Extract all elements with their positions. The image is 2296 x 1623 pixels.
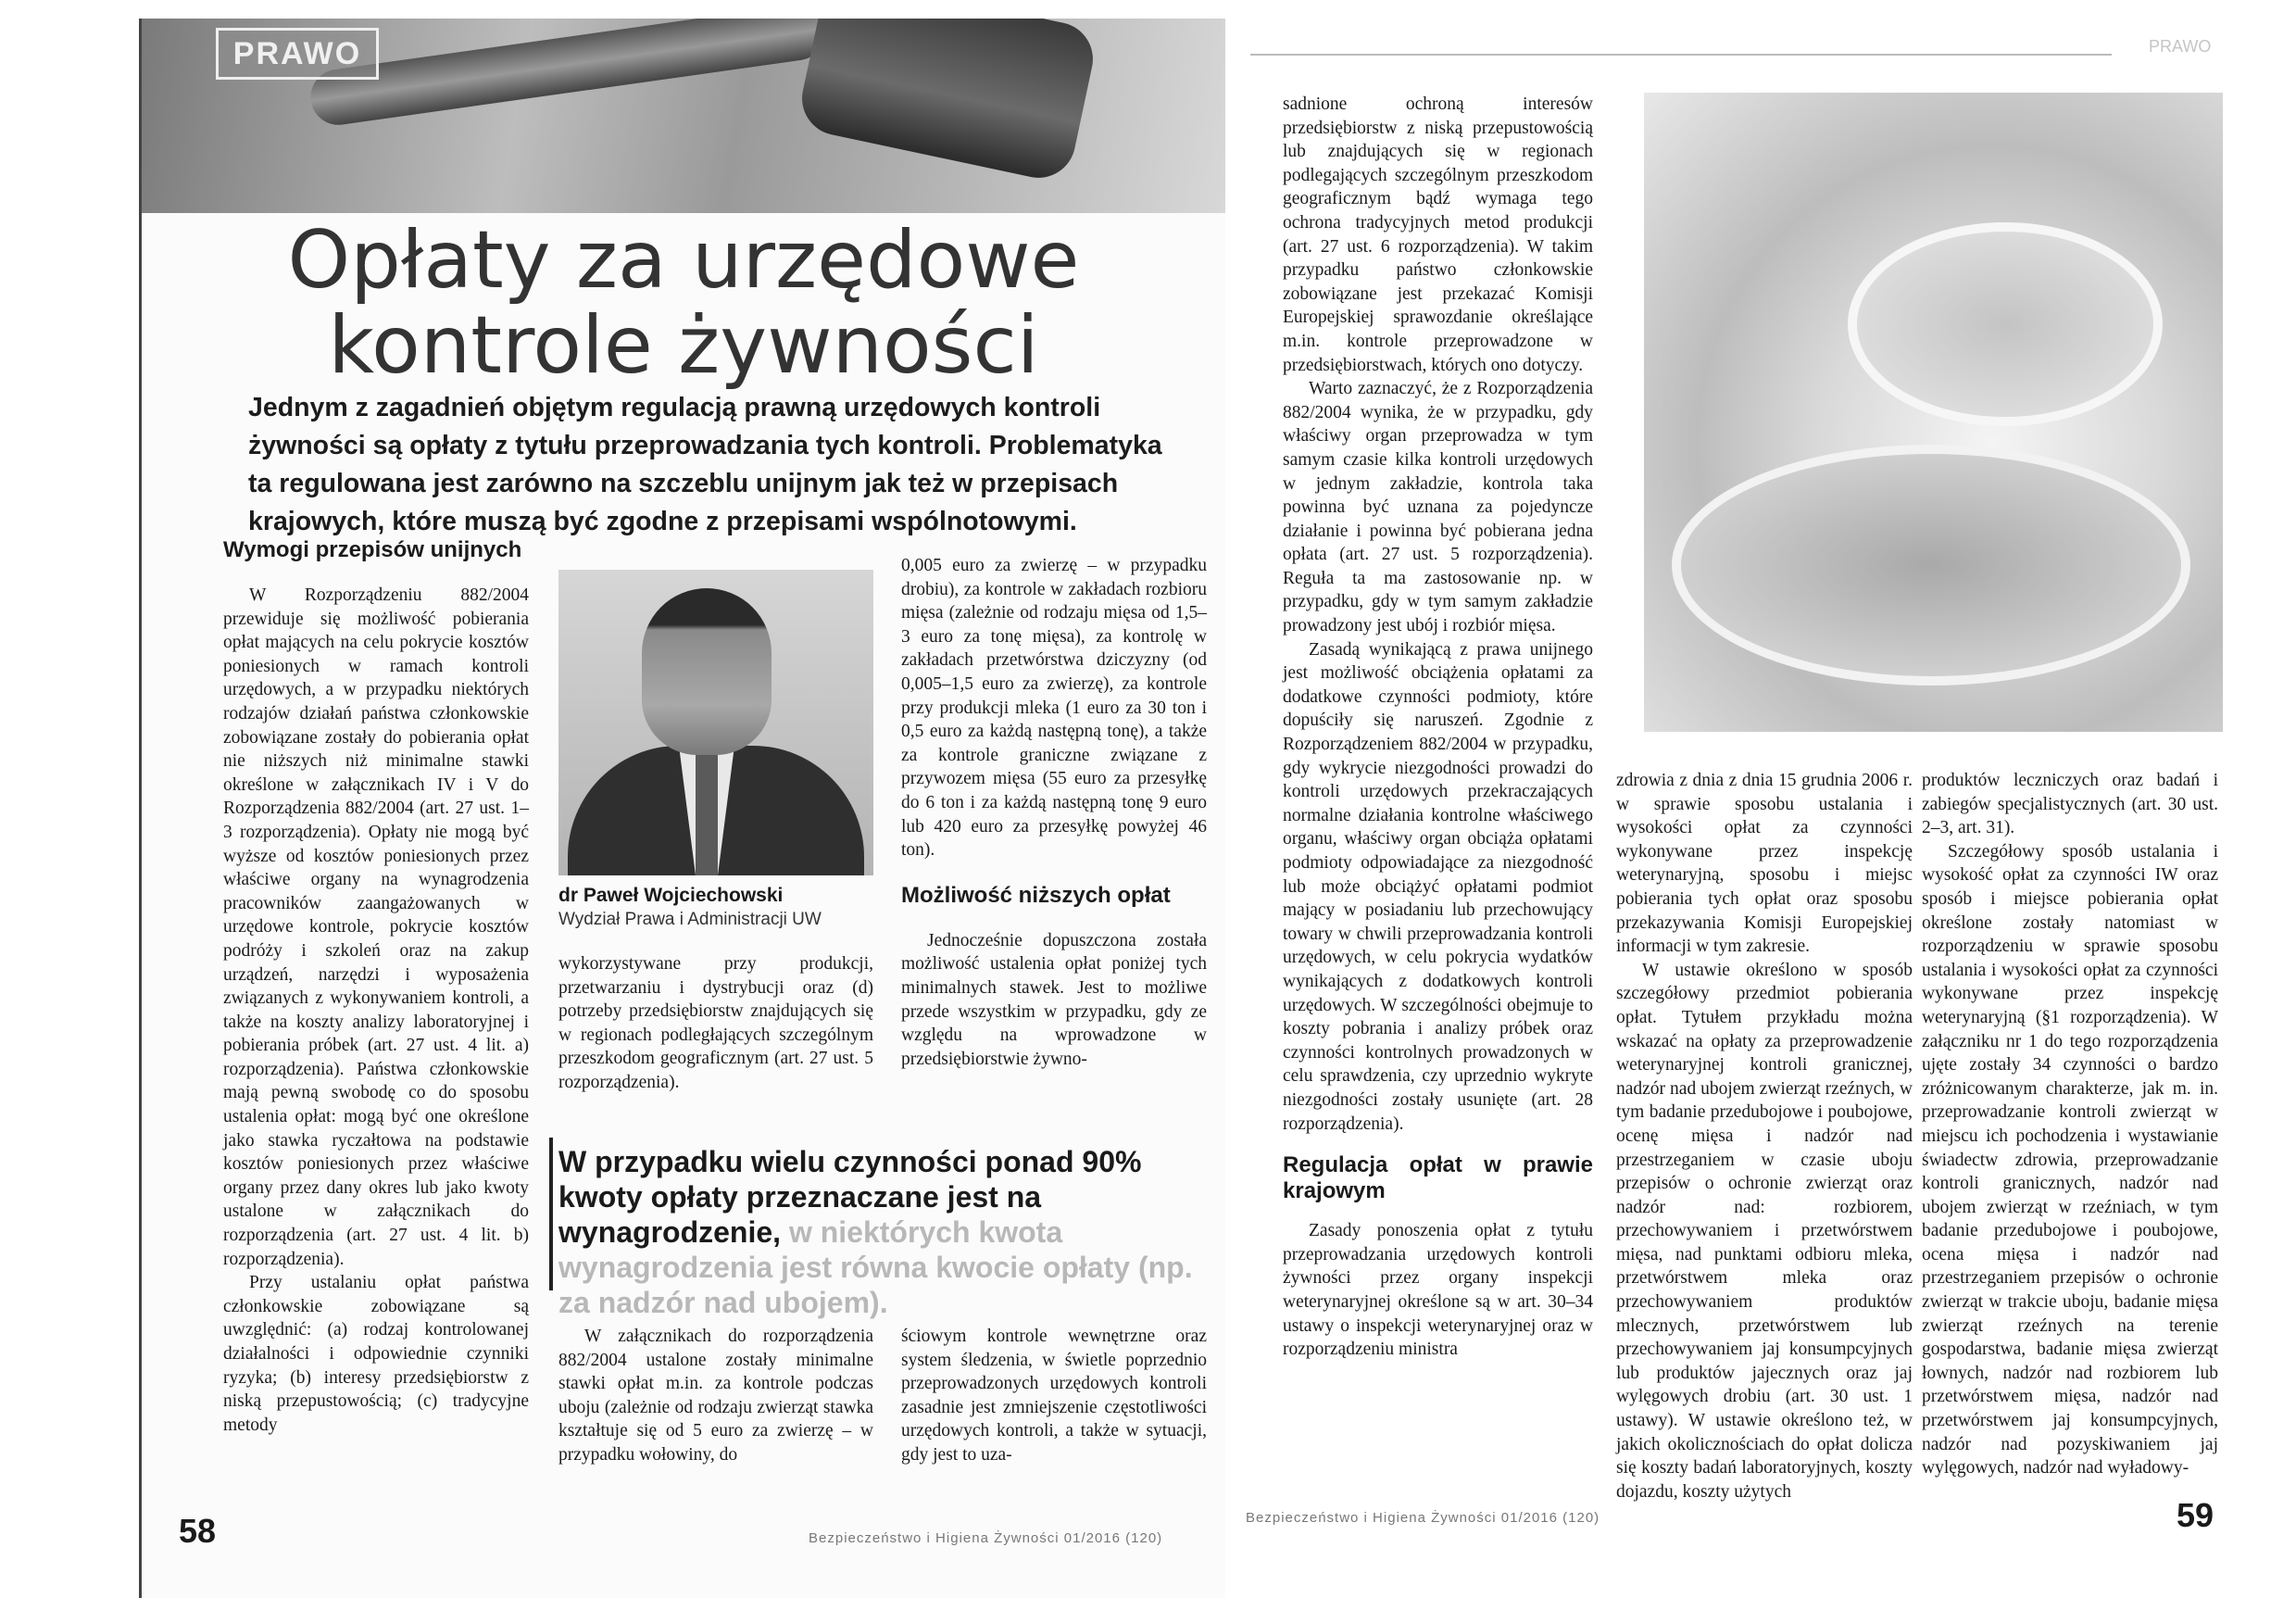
paragraph: ściowym kontrole wewnętrzne oraz system śledzenia, w świetle poprzednio przeprowadzonych urzędowych kontroli zasadnie jest zmniejszenie częstotliwości urzędowych kontroli, a także w sytuacji, gdy jest to uza- [901,1327,1207,1465]
section-heading: Możliwość niższych opłat [901,882,1171,908]
paragraph: sadnione ochroną interesów przedsiębiorstw z niską przepustowością lub znajdujących się w regionach podlegających szczególnym przeszkodom geograficznym bądź wymaga tego ochrona tradycyjnych metod produkcji (art. 27 ust. 6 rozporządzenia). W takim przypadku państwo członkowskie zobowiązane jest przekazać Komisji Europejskiej sprawozdanie określające m.in. kontrole przeprowadzone w przedsiębiorstwach, których ono dotyczy. [1283,94,1593,375]
author-affiliation: Wydział Prawa i Administracji UW [558,910,822,929]
paragraph: Zasadą wynikającą z prawa unijnego jest możliwość obciążenia opłatami za dodatkowe czynności podmioty, które dopuściły się naruszeń. Zgodnie z Rozporządzeniem 882/2004 w przypadku, gdy wykrycie niezgodności prowadzi do kontroli urzędowych przekraczających normalne działania kontrolne właściwego organu, właściwy organ obciąża opłatami podmioty odpowiadające za niezgodność lub może obciążyć opłatami podmiot mający w posiadaniu lub przechowujący towary w chwili przeprowadzania kontroli urzędowych, w celu pokrycia wydatków wynikających z dodatkowych kontroli urzędowych. W szczególności obejmuje to koszty pobrania i analizy próbek oraz czynności kontrolnych prowadzonych w celu sprawdzenia, czy uprzednio wykryte niezgodności zostały usunięte (art. 28 rozporządzenia). [1283,639,1593,1134]
paragraph: Jednocześnie dopuszczona została możliwość ustalenia opłat poniżej tych minimalnych stawek. Jest to możliwe przede wszystkim w przypadku, gdy ze względu na wprowadzone w przedsiębiorstwie żywno- [901,930,1207,1069]
pull-quote-dark: W przypadku wielu czynności ponad 90% kwoty opłaty przeznaczane jest na wynagrodzenie, [558,1145,1142,1249]
left-column-3-lower [901,1325,1207,1467]
gavel-handle [307,19,829,129]
page-footer: Bezpieczeństwo i Higiena Żywności 01/2016 (120) [1246,1510,1600,1526]
page-number: 58 [179,1512,217,1550]
dish-shape [1672,445,2190,686]
left-column-2 [558,952,873,1095]
paragraph: Przy ustalaniu opłat państwa członkowskie zobowiązane są uwzględnić: (a) rodzaj kontrolowanej działalności i odpowiednie czynniki ryzyka; (b) interesy przedsiębiorstw z niską przepustowością; (c) tradycyjne metody [223,1273,529,1435]
left-page [139,19,1225,1598]
page-footer: Bezpieczeństwo i Higiena Żywności 01/2016 (120) [809,1530,1163,1546]
paragraph: W załącznikach do rozporządzenia 882/2004 ustalone zostały minimalne stawki opłat m.in. za kontrole podczas uboju (zależnie od rodzaju zwierząt stawka kształtuje się od 5 euro za zwierzę – w przypadku wołowiny, do [558,1327,873,1465]
title-line-2: kontrole żywności [328,299,1039,392]
paragraph: wykorzystywane przy produkcji, przetwarzaniu i dystrybucji oraz (d) potrzeby przedsiębiorstw znajdujących się w regionach podległających szczególnym przeszkodom geograficznym (art. 27 ust. 5 rozporządzenia). [558,954,873,1092]
pull-quote [558,1144,1207,1320]
bowl-shape [1848,222,2163,426]
paragraph: Warto zaznaczyć, że z Rozporządzenia 882/2004 wynika, że w przypadku, gdy właściwy organ przeprowadza w tym samym czasie kilka kontroli urzędowych w jednym zakładzie, kontrola taka powinna być uznana za pojedyncze działanie i powinna być pobierana jedna opłata (art. 27 ust. 5 rozporządzenia). Reguła ta ma zastosowanie np. w przypadku, gdy w tym samym zakładzie prowadzony jest ubój i rozbiór mięsa. [1283,379,1593,636]
section-tag: PRAWO [2149,37,2212,56]
paragraph: W Rozporządzeniu 882/2004 przewiduje się możliwość pobierania opłat mających na celu pokrycie kosztów poniesionych w ramach kontroli urzędowych, a w przypadku niektórych rodzajów działań państwa członkowskie zobowiązane zostały do pobierania opłat nie niższych niż minimalne stawki określone w załącznikach IV i V do Rozporządzenia 882/2004 (art. 27 ust. 1–3 rozporządzenia). Opłaty nie mogą być wyższe od kosztów poniesionych przez właściwe organy na wynagrodzenia pracowników zaangażowanych w urzędowe kontrole, pokrycie kosztów podróży i szkoleń oraz na zakup urządzeń, narzędzi i wyposażenia związanych z wykonywaniem kontroli, a także na koszty analizy laboratoryjnej i pobierania próbek (art. 27 ust. 4 lit. a) rozporządzenia). Państwa członkowskie mają pewną swobodę co do sposobu ustalenia opłat: mogą być one określone jako stawka ryczałtowa na podstawie kosztów poniesionych przez właściwe organy przez dany okres lub jako kwoty ustalone w załącznikach do rozporządzenia (art. 27 ust. 4 lit. b) rozporządzenia). [223,585,529,1269]
section-heading: Wymogi przepisów unijnych [223,537,522,562]
photo-head [642,588,772,755]
paragraph: W ustawie określono w sposób szczegółowy przedmiot pobierania opłat. Tytułem przykładu można wskazać na opłaty za przeprowadzenie weterynaryjnej kontroli granicznej, nadzór nad ubojem zwierząt rzeźnych, w tym badanie przedubojowe i poubojowe, ocenę mięsa i nadzór nad przestrzeganiem w czasie uboju przepisów o ochronie zwierząt oraz nadzór nad: rozbiorem, przechowywaniem i przetwórstwem mięsa, nad punktami odbioru mleka, przetwórstwem mleka oraz przechowywaniem produktów mlecznych, przetwórstwem lub przechowywaniem jaj konsumpcyjnych lub produktów jajecznych oraz jaj wylęgowych drobiu (art. 30 ust. 1 ustawy). W ustawie określono też, w jakich okolicznościach do opłat dolicza się koszty badań laboratoryjnych, koszty dojazdu, koszty użytych [1616,960,1913,1502]
gavel-photo [142,19,1225,213]
top-rule [1250,54,2112,56]
article-title [142,214,1225,392]
right-column-3 [1922,769,2218,1480]
pull-quote-rule [549,1138,553,1290]
paragraph: Szczegółowy sposób ustalania i wysokość opłat za czynności IW oraz sposób i miejsce pobierania opłat określone zostały natomiast w rozporządzeniu w sprawie sposobu ustalania i wysokości opłat za czynności wykonywane przez inspekcję weterynaryjną (§1 rozporządzenia). W załączniku nr 1 do tego rozporządzenia ujęte zostały 34 czynności o bardzo zróżnicowanym charakterze, jak m. in. przeprowadzanie kontroli zwierząt w miejscu ich pochodzenia i wystawianie świadectw zdrowia, przeprowadzanie kontroli granicznych, nadzór nad ubojem zwierząt w rzeźniach, w tym badanie przedubojowe i poubojowe, ocena mięsa i nadzór nad przestrzeganiem przepisów o ochronie zwierząt w trakcie uboju, badanie mięsa zwierząt rzeźnych na terenie gospodarstwa, badanie mięsa zwierząt łownych, nadzór nad rozbiorem lub przetwórstwem mięsa, nadzór nad przetwórstwem jaj konsumpcyjnych, nadzór nad pozyskiwaniem jaj wylęgowych, nadzór nad wyładowy- [1922,841,2218,1478]
section-tag: PRAWO [216,28,379,80]
author-photo [558,570,873,875]
paragraph: 0,005 euro za zwierzę – w przypadku drobiu), za kontrole w zakładach rozbioru mięsa (zależnie od rodzaju mięsa od 1,5–3 euro za tonę mięsa), za kontrolę w zakładach przetwórstwa dziczyzny (od 0,005–1,5 euro za zwierzę), za kontrole przy produkcji mleka (1 euro za 30 ton i 0,5 euro za każdą następną tonę), a także za kontrole graniczne związane z przywozem mięsa (55 euro za przesyłkę do 6 ton i za każdą następną tonę 9 euro lub 420 euro za przesyłkę powyżej 46 ton). [901,556,1207,861]
paragraph: Zasady ponoszenia opłat z tytułu przeprowadzania urzędowych kontroli żywności przez organy inspekcji weterynaryjnej określone są w art. 30–34 ustawy o inspekcji weterynaryjnej oraz w rozporządzeniu ministra [1283,1221,1593,1360]
pull-quote-light: w niektórych kwota wynagrodzenia jest równa kwocie opłaty (np. za nadzór nad ubojem). [558,1215,1193,1319]
gavel-head [796,19,1100,184]
title-line-1: Opłaty za urzędowe [287,214,1080,307]
left-column-3 [901,554,1207,1071]
right-column-2 [1616,769,1913,1503]
section-heading: Regulacja opłat w prawie krajowym [1283,1152,1593,1204]
left-column-2-lower [558,1325,873,1467]
photo-tie [696,755,718,875]
left-column-1 [223,537,529,1437]
article-lead: Jednym z zagadnień objętym regulacją prawną urzędowych kontroli żywności są opłaty z tytułu przeprowadzania tych kontroli. Problematyka ta regulowana jest zarówno na szczeblu unijnym jak też w przepisach krajowych, które muszą być zgodne z przepisami wspólnotowymi. [248,393,1162,536]
page-number: 59 [2177,1496,2214,1534]
food-photo [1644,93,2223,732]
author-name: dr Paweł Wojciechowski [558,885,784,906]
paragraph: produktów leczniczych oraz badań i zabiegów specjalistycznych (art. 30 ust. 2–3, art. 31). [1922,771,2218,838]
paragraph: zdrowia z dnia z dnia 15 grudnia 2006 r. w sprawie sposobu ustalania i wysokości opłat za czynności wykonywane przez inspekcję weterynaryjną, sposobu i miejsc pobierania tych opłat oraz sposobu przekazywania Komisji Europejskiej informacji w tym zakresie. [1616,771,1913,957]
right-column-1 [1283,93,1593,1362]
